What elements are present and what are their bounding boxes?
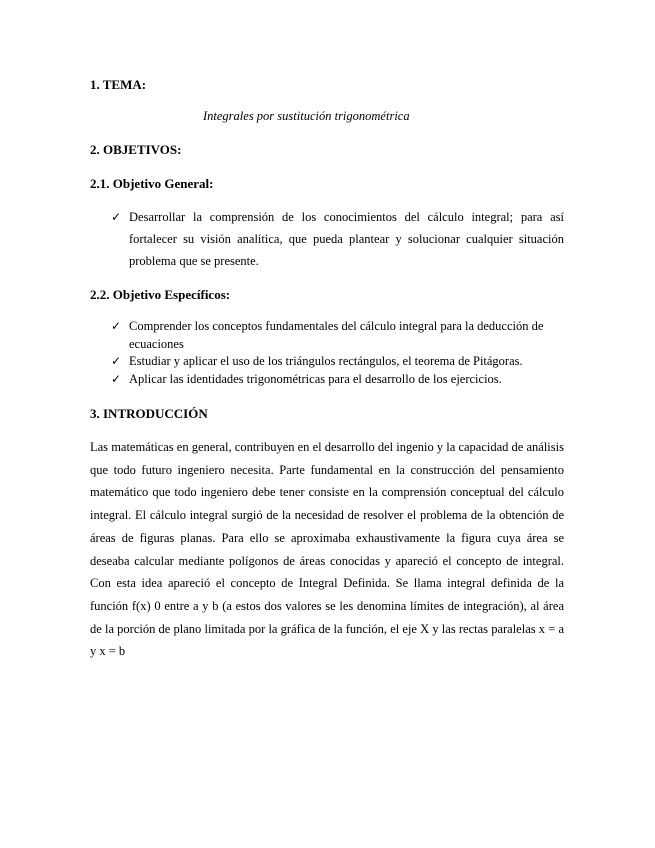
- list-item-text: Estudiar y aplicar el uso de los triángulos rectángulos, el teorema de Pitágoras.: [129, 354, 523, 368]
- objetivos-heading: 2. OBJETIVOS:: [90, 142, 182, 157]
- list-item: [90, 353, 564, 371]
- list-item-text: Desarrollar la comprensión de los conocimientos del cálculo integral; para así fortalecer su visión analítica, que pueda plantear y solucionar cualquier situación problema que se presente.: [129, 210, 564, 268]
- introduccion-body-wrap: [90, 436, 564, 663]
- list-item-text: Aplicar las identidades trigonométricas para el desarrollo de los ejercicios.: [129, 371, 502, 386]
- tema-heading: 1. TEMA:: [90, 77, 147, 92]
- objetivo-general-list-wrap: [90, 206, 564, 272]
- check-mark-icon: ✓: [111, 354, 122, 368]
- objetivos-heading-wrap: [90, 142, 564, 158]
- introduccion-heading: 3. INTRODUCCIÓN: [90, 406, 208, 421]
- objetivo-general-heading: 2.1. Objetivo General:: [90, 176, 214, 191]
- list-item: [90, 371, 564, 389]
- tema-subtitle: Integrales por sustitución trigonométrica: [203, 109, 410, 123]
- list-item-text: Comprender los conceptos fundamentales del cálculo integral para la deducción de ecuaciones: [129, 319, 544, 351]
- check-mark-icon: ✓: [111, 210, 122, 224]
- objetivo-general-heading-wrap: [90, 176, 564, 192]
- check-mark-icon: ✓: [111, 319, 122, 333]
- list-item: [90, 206, 564, 272]
- tema-section: [90, 77, 564, 93]
- list-item: [90, 318, 564, 353]
- introduccion-paragraph: Las matemáticas en general, contribuyen en el desarrollo del ingenio y la capacidad de análisis que todo futuro ingeniero necesita. Parte fundamental en la construcción del pensamiento matemático que todo ingeniero debe tener consiste en la comprensión conceptual del cálculo integral. El cálculo integral surgió de la necesidad de resolver el problema de la obtención de áreas de figuras planas. Para ello se aproximaba exhaustivamente la figura cuya área se deseaba calcular mediante polígonos de áreas conocidas y apareció el concepto de integral. Con esta idea apareció el concepto de Integral Definida. Se llama integral definida de la función f(x) 0 entre a y b (a estos dos valores se les denomina límites de integración), al área de la porción de plano limitada por la gráfica de la función, el eje X y las rectas paralelas x = a y x = b: [90, 440, 564, 659]
- objetivo-especificos-list: [90, 318, 564, 388]
- check-mark-icon: ✓: [111, 371, 122, 386]
- objetivo-especificos-list-wrap: [90, 318, 564, 388]
- objetivo-especificos-heading: 2.2. Objetivo Específicos:: [90, 287, 231, 302]
- objetivo-general-list: [90, 206, 564, 272]
- objetivo-especificos-heading-wrap: [90, 287, 564, 303]
- introduccion-heading-wrap: [90, 406, 564, 422]
